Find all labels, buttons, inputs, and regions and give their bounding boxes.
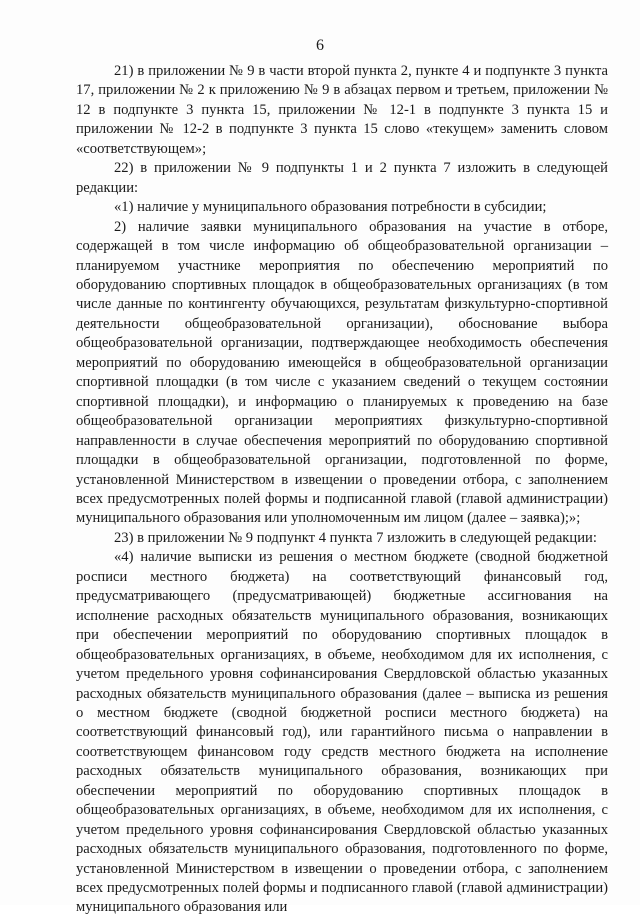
paragraph-subitem-2: 2) наличие заявки муниципального образования на участие в отборе, содержащей в том числе информацию об общеобразовательной организации – планируемом участнике мероприятия по обеспечению мероприятий по оборудованию спортивных площадок в общеобразовательных организациях (в том числе данные по контингенту обучающихся, результатам физкультурно-спортивной деятельности общеобразовательной организации), обоснование выбора общеобразовательной организации, подтверждающее необходимость обеспечения мероприятий по оборудованию имеющейся в общеобразовательной организации спортивной площадки (в том числе с указанием сведений о текущем состоянии спортивной площадки), и информацию о планируемых к проведению на базе общеобразовательной организации мероприятиях физкультурно-спортивной направленности в случае обеспечения мероприятий по оборудованию спортивной площадки в общеобразовательной организации, подготовленной по форме, установленной Министерством в извещении о проведении отбора, с заполнением всех предусмотренных полей формы и подписанной главой (главой администрации) муниципального образования или уполномоченным им лицом (далее – заявка);»;: [76, 218, 608, 527]
paragraph-subitem-4: «4) наличие выписки из решения о местном бюджете (сводной бюджетной росписи местного бюджета) на соответствующий финансовый год, предусматривающего (предусматривающей) бюджетные ассигнования на исполнение расходных обязательств муниципального образования, возникающих при обеспечении мероприятий по оборудованию спортивных площадок в общеобразовательных организациях, в объеме, необходимом для их исполнения, с учетом предельного уровня софинансирования Свердловской областью указанных расходных обязательств муниципального образования (далее – выписка из решения о местном бюджете (сводной бюджетной росписи местного бюджета) на соответствующий финансовый год), или гарантийного письма о направлении в соответствующем финансовом году средств местного бюджета на исполнение расходных обязательств муниципального образования, возникающих при обеспечении мероприятий по оборудованию спортивных площадок в общеобразовательных организациях, в объеме, необходимом для их исполнения, с учетом предельного уровня софинансирования Свердловской областью указанных расходных обязательств муниципального образования, подготовленного по форме, установленной Министерством в извещении о проведении отбора, с заполнением всех предусмотренных полей формы и подписанного главой (главой администрации) муниципального образования или: [76, 549, 608, 916]
paragraph-item-23: 23) в приложении № 9 подпункт 4 пункта 7 изложить в следующей редакции:: [114, 529, 597, 546]
paragraph-item-21: 21) в приложении № 9 в части второй пункта 2, пункте 4 и подпункте 3 пункта 17, приложении № 2 к приложению № 9 в абзацах первом и третьем, приложении № 12 в подпункте 3 пункта 15, приложении № 12-1 в подпункте 3 пункта 15 и приложении № 12-2 в подпункте 3 пункта 15 слово «текущем» заменить словом «соответствующем»;: [76, 63, 608, 157]
document-body: [76, 62, 608, 918]
page-number: 6: [316, 37, 324, 54]
paragraph-subitem-1: «1) наличие у муниципального образования потребности в субсидии;: [114, 199, 547, 216]
paragraph-item-22: 22) в приложении № 9 подпункты 1 и 2 пункта 7 изложить в следующей редакции:: [76, 160, 608, 196]
